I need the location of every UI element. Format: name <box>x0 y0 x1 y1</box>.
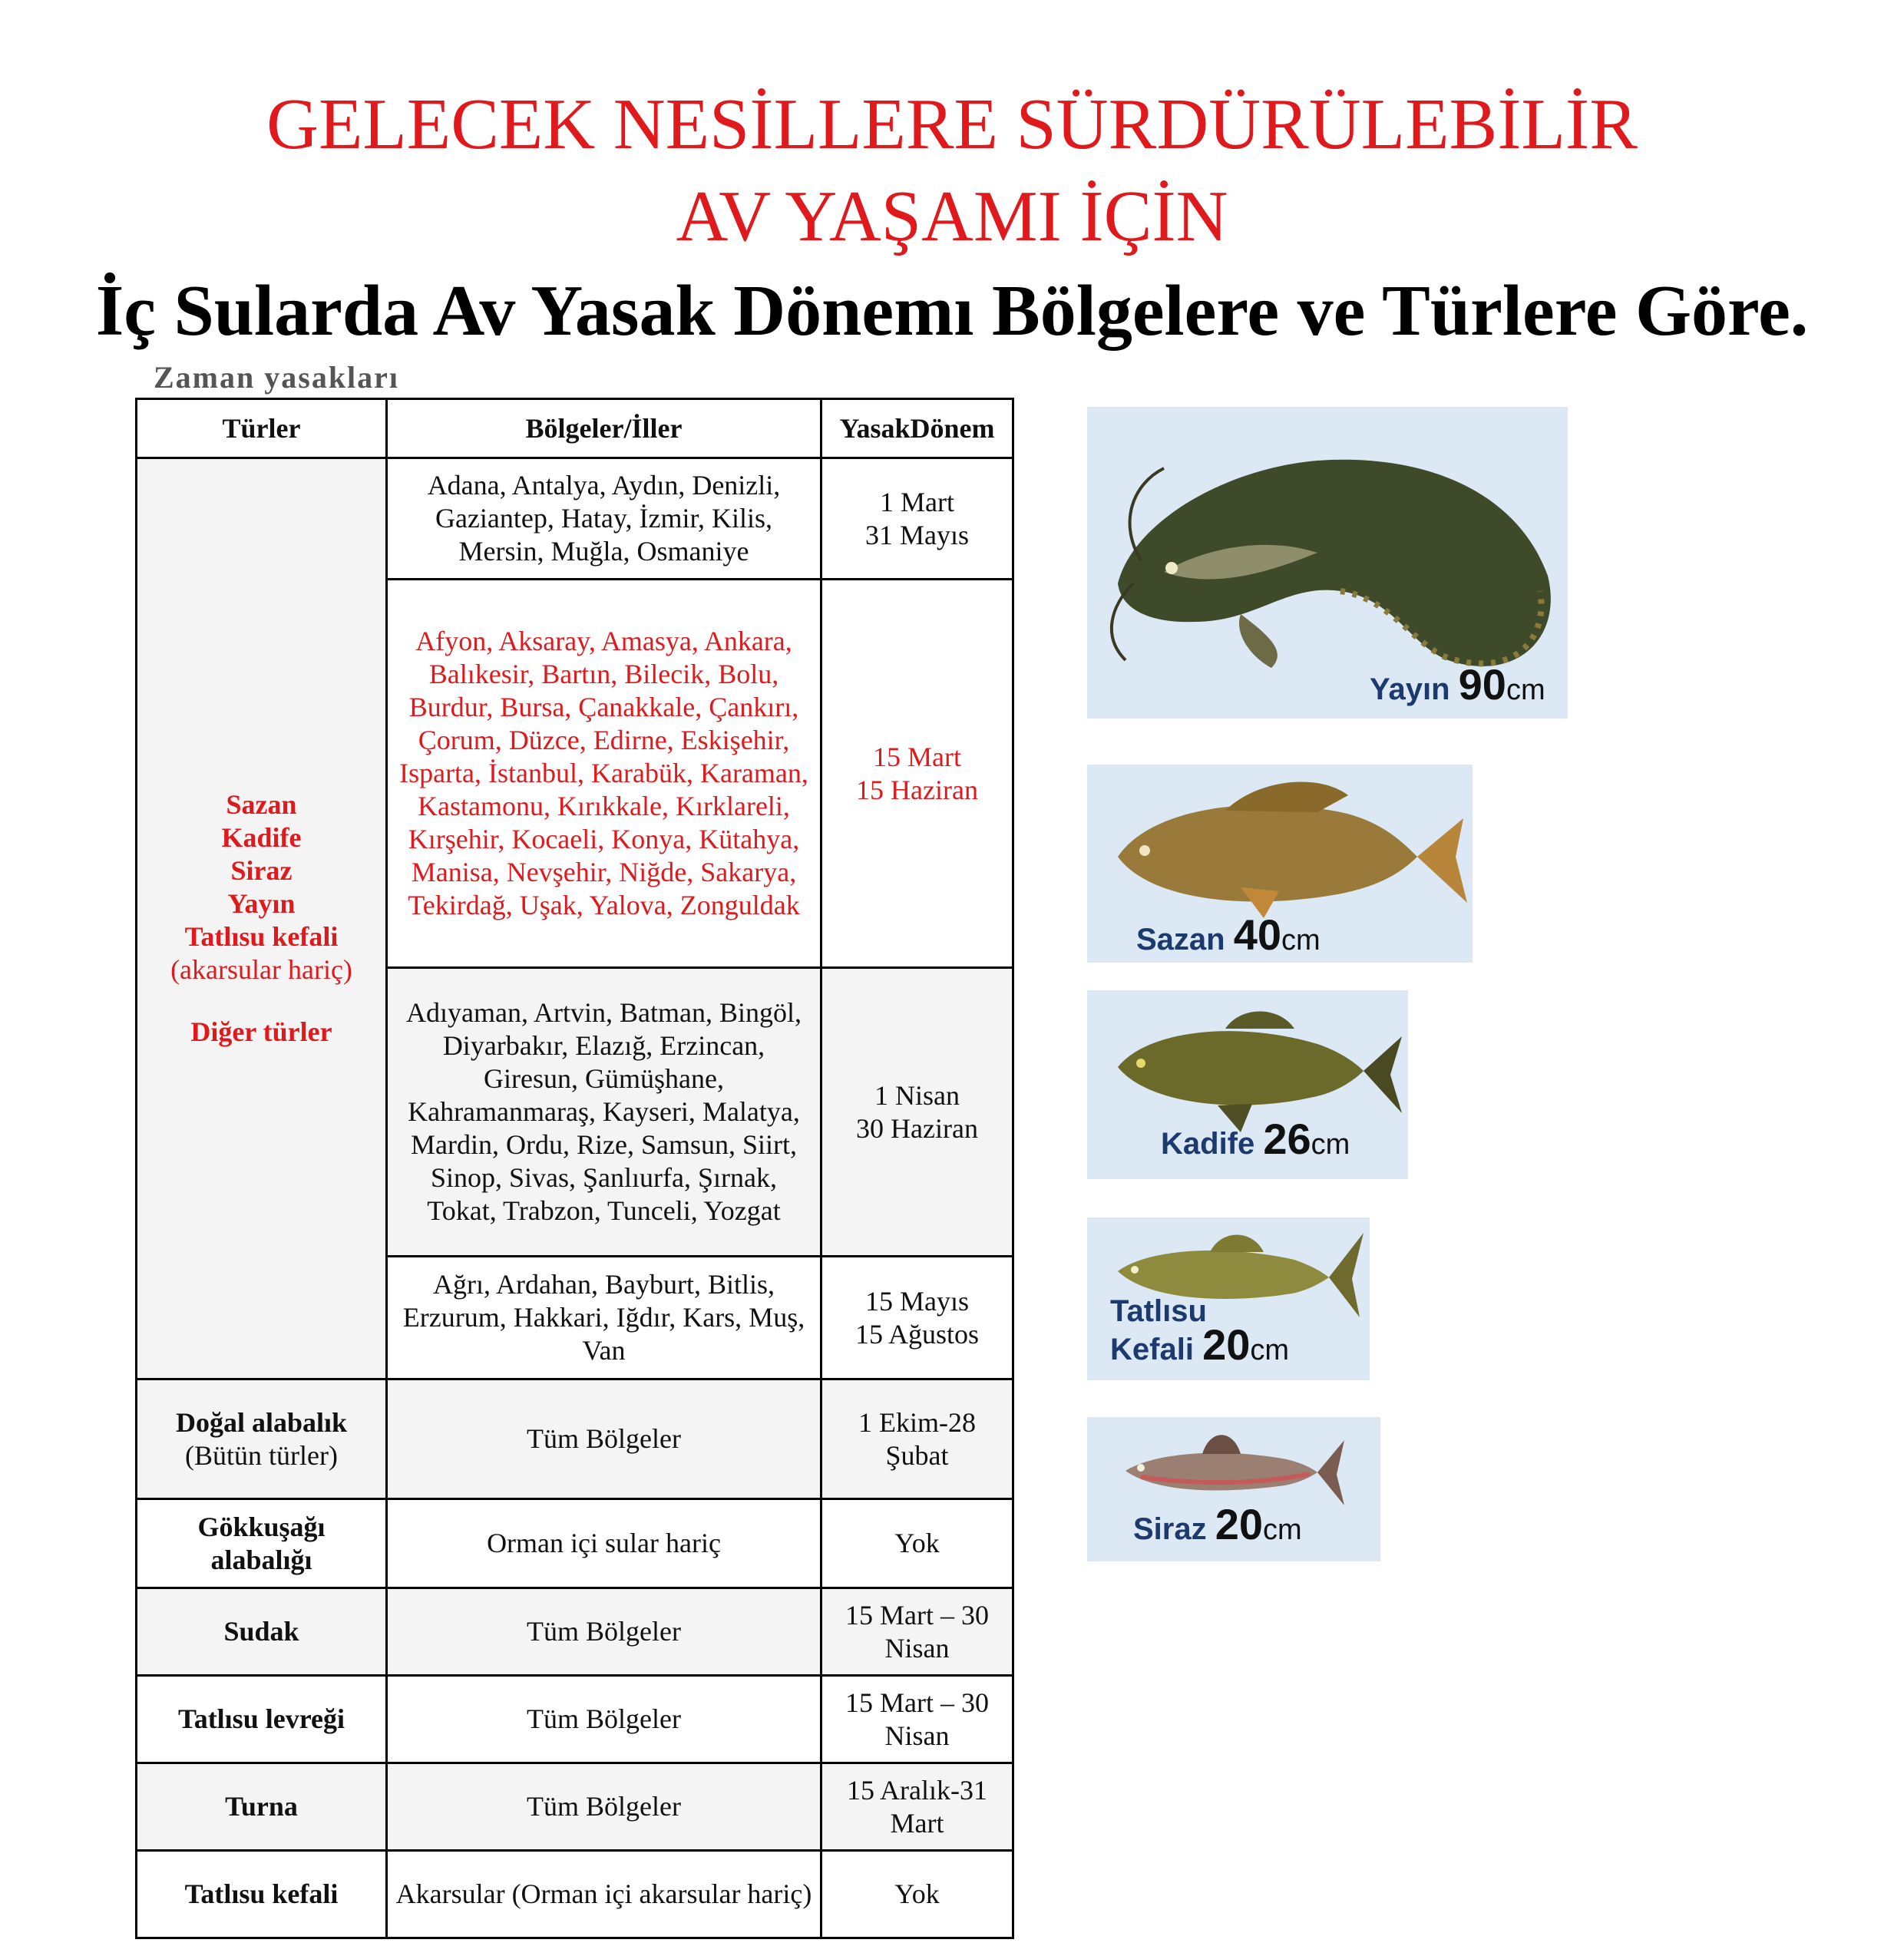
fish-unit: cm <box>1250 1334 1290 1366</box>
fish-card-kadife <box>1087 990 1408 1179</box>
headline-line-1: GELECEK NESİLLERE SÜRDÜRÜLEBİLİR <box>266 84 1638 164</box>
period-cell <box>821 580 1013 968</box>
period-cell: Yok <box>821 1499 1013 1588</box>
fish-name: Siraz <box>1133 1512 1207 1546</box>
period-end: 30 Haziran <box>856 1112 978 1144</box>
regions-cell: Orman içi sular hariç <box>387 1499 821 1588</box>
fish-name: Tatlısu <box>1110 1294 1207 1328</box>
species-tatlisu-kefali: Tatlısu kefali <box>184 921 339 952</box>
species-name: Doğal alabalık <box>175 1406 348 1438</box>
species-cell <box>137 1588 387 1676</box>
species-group-cell <box>137 458 387 1379</box>
table-row <box>137 1763 1013 1851</box>
fish-size: 20 <box>1202 1320 1251 1369</box>
fish-name: Kadife <box>1161 1127 1255 1161</box>
species-name: Turna <box>225 1791 298 1822</box>
period-cell <box>821 458 1013 580</box>
fish-unit: cm <box>1311 1128 1350 1161</box>
fish-label-tatlisu-kefali <box>1110 1294 1289 1367</box>
regions-cell: Tüm Bölgeler <box>387 1379 821 1499</box>
table-row <box>137 1499 1013 1588</box>
fish-label-siraz <box>1133 1500 1302 1548</box>
period-cell: 15 Mart – 30 Nisan <box>821 1676 1013 1763</box>
table-row <box>137 1588 1013 1676</box>
period-cell <box>821 1257 1013 1379</box>
period-start: 1 Mart <box>880 486 954 517</box>
species-sazan: Sazan <box>226 789 297 820</box>
fish-size: 90 <box>1458 660 1506 709</box>
period-end: 31 Mayıs <box>865 519 969 550</box>
species-name: Sudak <box>223 1616 299 1647</box>
header-regions: Bölgeler/İller <box>387 399 821 458</box>
fish-label-kadife <box>1161 1115 1350 1163</box>
fish-name: Yayın <box>1370 672 1450 706</box>
fish-size: 20 <box>1215 1500 1264 1548</box>
period-end: 15 Haziran <box>856 774 978 805</box>
species-kadife: Kadife <box>221 822 302 853</box>
species-extra: (Bütün türler) <box>185 1439 338 1471</box>
period-cell: 15 Mart – 30 Nisan <box>821 1588 1013 1676</box>
period-start: 1 Nisan <box>874 1079 960 1111</box>
headline-line-2: AV YAŞAMI İÇİN <box>676 177 1228 256</box>
species-other: Diğer türler <box>190 1016 332 1047</box>
fish-label-yayin <box>1370 660 1545 709</box>
fish-label-sazan <box>1136 910 1321 959</box>
period-end: 15 Ağustos <box>854 1318 980 1350</box>
table-caption: Zaman yasakları <box>154 360 400 395</box>
fish-name-2: Kefali <box>1110 1333 1194 1366</box>
species-yayin: Yayın <box>227 888 296 919</box>
table-row <box>137 1379 1013 1499</box>
table-row <box>137 1851 1013 1938</box>
regions-cell: Adana, Antalya, Aydın, Denizli, Gaziantep, Hatay, İzmir, Kilis, Mersin, Muğla, Osmaniye <box>387 458 821 580</box>
species-note: (akarsular hariç) <box>170 954 352 985</box>
period-cell: 1 Ekim-28 Şubat <box>821 1379 1013 1499</box>
species-cell <box>137 1851 387 1938</box>
regions-cell: Ağrı, Ardahan, Bayburt, Bitlis, Erzurum, Hakkari, Iğdır, Kars, Muş, Van <box>387 1257 821 1379</box>
page-subtitle: İç Sularda Av Yasak Dönemı Bölgelere ve Türlere Göre. <box>95 271 1809 351</box>
fish-card-siraz <box>1087 1417 1380 1561</box>
table-row <box>137 1676 1013 1763</box>
fish-card-tatlisu-kefali <box>1087 1218 1370 1380</box>
species-cell <box>137 1676 387 1763</box>
regions-cell: Tüm Bölgeler <box>387 1588 821 1676</box>
hunting-ban-table <box>135 398 1014 1939</box>
period-start: 15 Mayıs <box>865 1285 969 1317</box>
fish-unit: cm <box>1281 924 1321 957</box>
species-name: Tatlısu kefali <box>184 1878 339 1909</box>
period-start: 15 Mart <box>873 741 961 772</box>
species-siraz: Siraz <box>230 855 293 886</box>
fish-name: Sazan <box>1136 923 1225 957</box>
header-period: YasakDönem <box>821 399 1013 458</box>
regions-cell: Akarsular (Orman içi akarsular hariç) <box>387 1851 821 1938</box>
fish-unit: cm <box>1506 674 1545 706</box>
regions-cell: Afyon, Aksaray, Amasya, Ankara, Balıkesir, Bartın, Bilecik, Bolu, Burdur, Bursa, Çanakkale, Çankırı, Çorum, Düzce, Edirne, Eskişehir, Isparta, İstanbul, Karabük, Karaman, Kastamonu, Kırıkkale, Kırklareli, Kırşehir, Kocaeli, Konya, Kütahya, Manisa, Nevşehir, Niğde, Sakarya, Tekirdağ, Uşak, Yalova, Zonguldak <box>387 580 821 968</box>
fish-size: 26 <box>1263 1115 1311 1163</box>
table-header-row <box>137 399 1013 458</box>
regions-cell: Tüm Bölgeler <box>387 1676 821 1763</box>
regions-cell: Adıyaman, Artvin, Batman, Bingöl, Diyarbakır, Elazığ, Erzincan, Giresun, Gümüşhane, Kahramanmaraş, Kayseri, Malatya, Mardin, Ordu, Rize, Samsun, Siirt, Sinop, Sivas, Şanlıurfa, Şırnak, Tokat, Trabzon, Tunceli, Yozgat <box>387 968 821 1257</box>
fish-card-yayin <box>1087 407 1568 719</box>
fish-size: 40 <box>1233 910 1282 959</box>
fish-unit: cm <box>1263 1514 1302 1546</box>
species-cell <box>137 1499 387 1588</box>
table-row <box>137 458 1013 580</box>
period-cell <box>821 968 1013 1257</box>
fish-card-sazan <box>1087 765 1473 963</box>
header-species: Türler <box>137 399 387 458</box>
regions-cell: Tüm Bölgeler <box>387 1763 821 1851</box>
species-cell <box>137 1763 387 1851</box>
species-cell <box>137 1379 387 1499</box>
species-name: Tatlısu levreği <box>177 1703 345 1734</box>
species-name: Gökkuşağı alabalığı <box>197 1511 326 1575</box>
period-cell: Yok <box>821 1851 1013 1938</box>
period-cell: 15 Aralık-31 Mart <box>821 1763 1013 1851</box>
